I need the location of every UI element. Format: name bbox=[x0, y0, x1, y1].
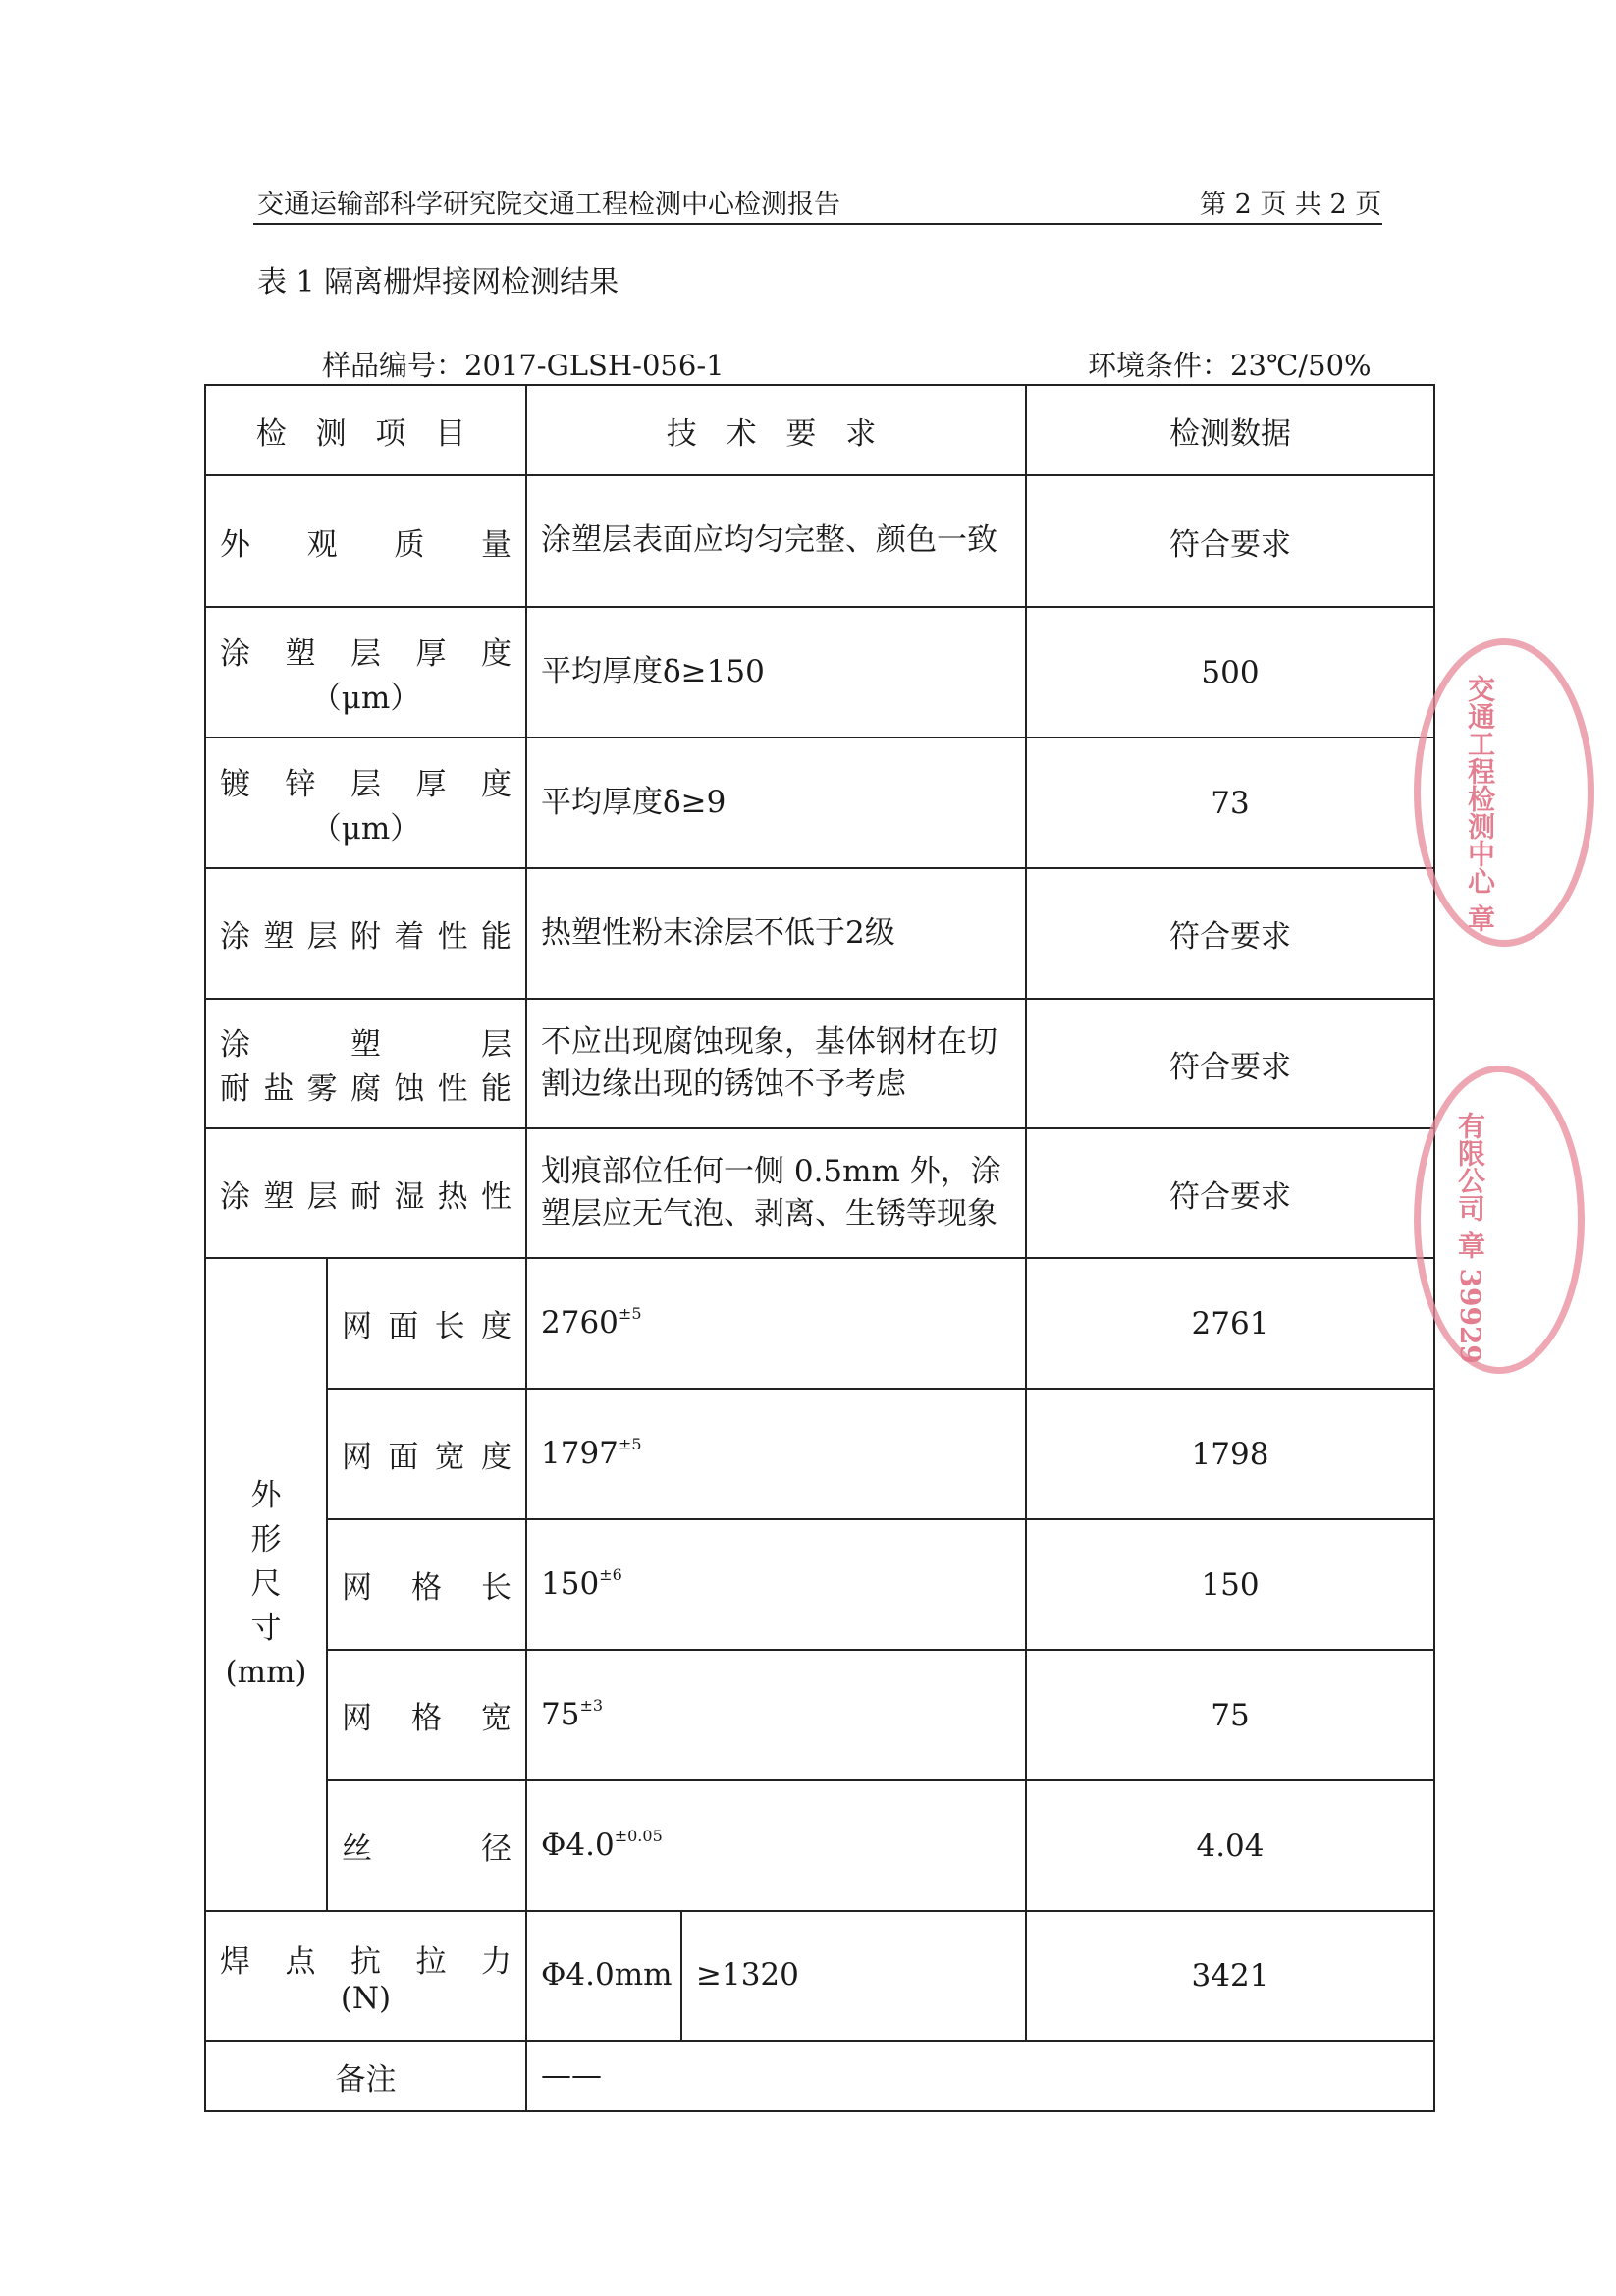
requirement-value: 150 bbox=[541, 1565, 600, 1602]
dimension-group-unit: (mm) bbox=[225, 1654, 307, 1690]
requirement-cell: 涂塑层表面应均匀完整、颜色一致 bbox=[526, 475, 1026, 607]
remark-label: 备注 bbox=[205, 2041, 526, 2111]
seal-text: 交通工程检测中心 章 bbox=[1464, 675, 1496, 932]
requirement-cell bbox=[526, 1650, 1026, 1780]
requirement-cell bbox=[526, 1780, 1026, 1911]
table-row bbox=[205, 1128, 1434, 1258]
item-cell bbox=[205, 738, 526, 868]
table-row bbox=[205, 475, 1434, 607]
table-header-row bbox=[205, 385, 1434, 475]
item-cell: 丝径 bbox=[327, 1780, 526, 1911]
environment-conditions: 环境条件：23℃/50% bbox=[1088, 349, 1372, 382]
value-cell: 2761 bbox=[1026, 1258, 1434, 1389]
requirement-value: 75 bbox=[541, 1696, 580, 1732]
requirement-value: 2760 bbox=[541, 1304, 619, 1340]
tolerance: ±6 bbox=[599, 1564, 622, 1584]
report-header-title: 交通运输部科学研究院交通工程检测中心检测报告 bbox=[257, 190, 840, 220]
sample-number: 样品编号：2017-GLSH-056-1 bbox=[322, 349, 725, 382]
item-cell: 外观质量 bbox=[205, 475, 526, 607]
item-label: 涂塑层厚度 bbox=[220, 635, 512, 672]
value-cell: 符合要求 bbox=[1026, 1128, 1434, 1258]
table-row bbox=[205, 1650, 1434, 1780]
requirement-cell: 划痕部位任何一侧 0.5mm 外，涂塑层应无气泡、剥离、生锈等现象 bbox=[526, 1128, 1026, 1258]
header-divider bbox=[253, 223, 1382, 225]
dimension-group-label bbox=[205, 1258, 327, 1911]
item-cell: 网格长 bbox=[327, 1519, 526, 1650]
value-cell: 73 bbox=[1026, 738, 1434, 868]
requirement-cell: 平均厚度δ≥9 bbox=[526, 738, 1026, 868]
item-unit: （μm） bbox=[310, 810, 421, 847]
table-row bbox=[205, 1389, 1434, 1519]
page-number: 第 2 页 共 2 页 bbox=[1200, 190, 1382, 220]
table-row bbox=[205, 738, 1434, 868]
value-cell: 1798 bbox=[1026, 1389, 1434, 1519]
remark-value: —— bbox=[526, 2041, 1434, 2111]
table-row bbox=[205, 868, 1434, 999]
table-row bbox=[205, 1780, 1434, 1911]
tolerance: ±3 bbox=[579, 1695, 604, 1715]
item-cell bbox=[205, 1911, 526, 2041]
requirement-cell: 平均厚度δ≥150 bbox=[526, 607, 1026, 738]
remark-row bbox=[205, 2041, 1434, 2111]
item-cell: 网格宽 bbox=[327, 1650, 526, 1780]
dimension-group-char: 外 bbox=[250, 1478, 282, 1514]
tolerance: ±5 bbox=[618, 1434, 642, 1453]
item-label-line1: 涂塑层 bbox=[220, 1027, 512, 1063]
table-row bbox=[205, 999, 1434, 1128]
results-table bbox=[204, 384, 1435, 2112]
item-cell: 涂塑层附着性能 bbox=[205, 868, 526, 999]
requirement-value: 1797 bbox=[541, 1435, 619, 1471]
dimension-group-char: 形 bbox=[250, 1522, 282, 1558]
tolerance: ±0.05 bbox=[614, 1826, 663, 1845]
requirement-cell bbox=[526, 1389, 1026, 1519]
requirement-cell: Φ4.0mm bbox=[526, 1911, 681, 2041]
header-data: 检测数据 bbox=[1026, 385, 1434, 475]
table-row bbox=[205, 1519, 1434, 1650]
item-cell: 涂塑层耐湿热性 bbox=[205, 1128, 526, 1258]
value-cell: 符合要求 bbox=[1026, 475, 1434, 607]
official-seal bbox=[1414, 638, 1594, 947]
requirement-cell: 不应出现腐蚀现象，基体钢材在切割边缘出现的锈蚀不予考虑 bbox=[526, 999, 1026, 1128]
requirement-value: Φ4.0 bbox=[541, 1827, 615, 1863]
value-cell: 75 bbox=[1026, 1650, 1434, 1780]
seal-text: 有限公司 章 39929 bbox=[1454, 1112, 1486, 1364]
value-cell: 符合要求 bbox=[1026, 868, 1434, 999]
value-cell: 3421 bbox=[1026, 1911, 1434, 2041]
dimension-group-char: 寸 bbox=[250, 1610, 282, 1646]
item-cell: 网面宽度 bbox=[327, 1389, 526, 1519]
requirement-cell: 热塑性粉末涂层不低于2级 bbox=[526, 868, 1026, 999]
value-cell: 150 bbox=[1026, 1519, 1434, 1650]
dimension-group-char: 尺 bbox=[250, 1566, 282, 1603]
item-cell bbox=[205, 999, 526, 1128]
item-unit: (N) bbox=[340, 1980, 392, 2016]
item-label: 镀锌层厚度 bbox=[220, 766, 512, 802]
requirement-cell bbox=[526, 1519, 1026, 1650]
value-cell: 4.04 bbox=[1026, 1780, 1434, 1911]
company-seal bbox=[1414, 1066, 1585, 1374]
item-label-line2: 耐盐雾腐蚀性能 bbox=[220, 1071, 512, 1107]
requirement-cell: ≥1320 bbox=[681, 1911, 1026, 2041]
item-unit: （μm） bbox=[310, 680, 421, 716]
value-cell: 500 bbox=[1026, 607, 1434, 738]
table-row bbox=[205, 1911, 1434, 2041]
item-label: 焊点抗拉力 bbox=[220, 1943, 512, 1980]
value-cell: 符合要求 bbox=[1026, 999, 1434, 1128]
tolerance: ±5 bbox=[618, 1303, 642, 1323]
header-requirement: 技 术 要 求 bbox=[526, 385, 1026, 475]
item-cell bbox=[205, 607, 526, 738]
header-item: 检 测 项 目 bbox=[205, 385, 526, 475]
table-row bbox=[205, 1258, 1434, 1389]
table-row bbox=[205, 607, 1434, 738]
item-cell: 网面长度 bbox=[327, 1258, 526, 1389]
table-title: 表 1 隔离栅焊接网检测结果 bbox=[257, 265, 619, 300]
requirement-cell bbox=[526, 1258, 1026, 1389]
